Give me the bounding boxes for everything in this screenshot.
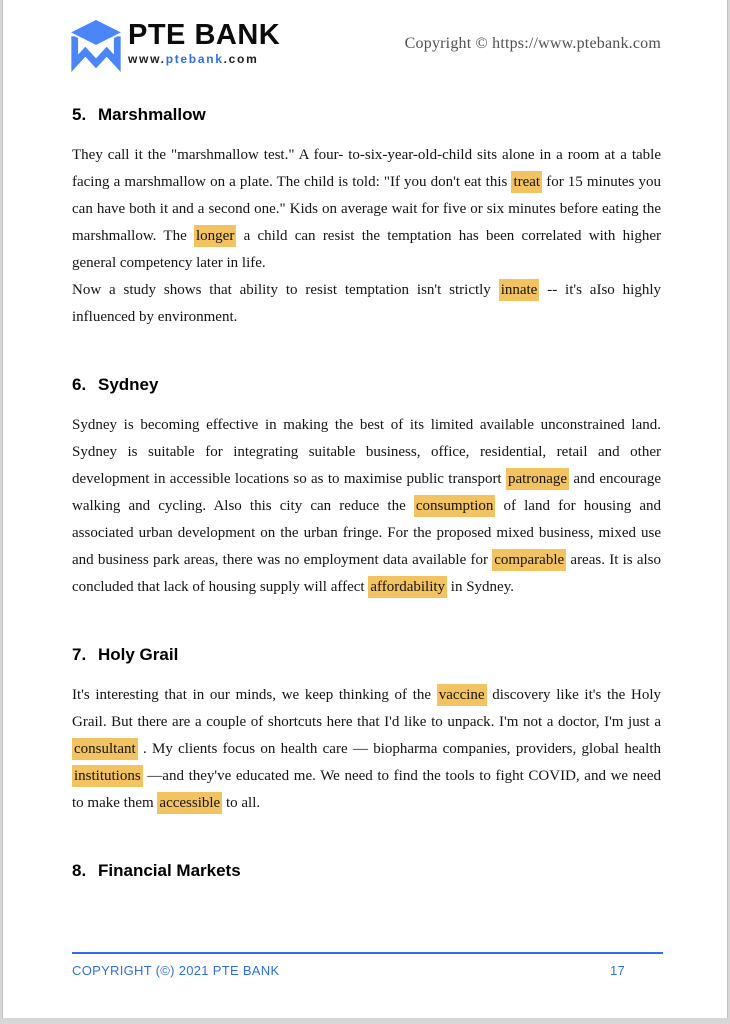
- section-number: 6.: [72, 375, 87, 394]
- section-number: 5.: [72, 105, 87, 124]
- paragraph: [72, 412, 661, 601]
- graduation-cap-icon: [67, 16, 125, 72]
- section-heading-sydney: [72, 375, 661, 395]
- site-name: ptebank: [165, 52, 224, 67]
- logo-text: [128, 21, 280, 66]
- page-footer: [72, 952, 663, 978]
- site-www: www.: [128, 52, 166, 67]
- section-heading-marshmallow: [72, 105, 661, 125]
- paragraph: [72, 277, 661, 331]
- document-page: [2, 0, 728, 1018]
- text-run: They call it the "marshmallow test." A four- to-six-year-old-child sits alone in a room at a table facing a marshmallow on a plate. The child is told: "If you don't eat this: [72, 147, 661, 190]
- text-run: areas. It is also concluded that lack of housing supply will affect: [72, 552, 661, 595]
- section-title: Financial Markets: [98, 861, 241, 880]
- highlighted-word: consultant: [72, 738, 138, 760]
- text-run: It's interesting that in our minds, we keep thinking of the: [72, 687, 437, 703]
- brand-website: [128, 52, 280, 66]
- paragraph: [72, 682, 661, 817]
- text-run: -- it's aIso highly influenced by environment.: [72, 282, 661, 325]
- site-tld: .com: [223, 52, 259, 67]
- highlighted-word: institutions: [72, 765, 143, 787]
- text-run: Sydney is becoming effective in making the best of its limited available unconstrained land. Sydney is suitable for integrating suitable business, office, residential, retail and other development in accessible locations so as to maximise public transport: [72, 417, 661, 487]
- highlighted-word: patronage: [506, 468, 569, 490]
- highlighted-word: longer: [194, 225, 236, 247]
- highlighted-word: comparable: [492, 549, 566, 571]
- text-run: discovery like it's the Holy Grail. But there are a couple of shortcuts here that I'd like to unpack. I'm not a doctor, I'm just a: [72, 687, 661, 730]
- text-run: in Sydney.: [447, 579, 514, 595]
- section-title: Holy Grail: [98, 645, 179, 664]
- text-run: —and they've educated me. We need to find the tools to fight COVID, and we need to make them: [72, 768, 661, 811]
- brand-name: PTE BANK: [128, 19, 281, 52]
- section-title: Sydney: [98, 375, 159, 394]
- highlighted-word: affordability: [368, 576, 447, 598]
- highlighted-word: accessible: [157, 792, 222, 814]
- highlighted-word: innate: [499, 279, 540, 301]
- highlighted-word: vaccine: [437, 684, 487, 706]
- footer-row: [72, 954, 663, 978]
- text-run: Now a study shows that ability to resist temptation isn't strictly: [72, 282, 499, 298]
- text-run: of land for housing and associated urban development on the urban fringe. For the proposed mixed business, mixed use and business park areas, there was no employment data available for: [72, 498, 661, 568]
- section-number: 8.: [72, 861, 87, 880]
- section-heading-holy-grail: [72, 645, 661, 665]
- section-number: 7.: [72, 645, 87, 664]
- page-number: 17: [609, 963, 625, 978]
- text-run: for 15 minutes you can have both it and a second one." Kids on average wait for five or six minutes before eating the marshmallow. The: [72, 174, 661, 244]
- highlighted-word: consumption: [414, 495, 496, 517]
- paragraph: [72, 142, 661, 277]
- section-title: Marshmallow: [98, 105, 206, 124]
- header-copyright: Copyright © https://www.ptebank.com: [404, 35, 661, 52]
- footer-copyright: COPYRIGHT (©) 2021 PTE BANK: [72, 963, 280, 978]
- document-body: [3, 105, 727, 881]
- text-run: . My clients focus on health care — biopharma companies, providers, global health: [137, 741, 661, 757]
- pte-bank-logo: [67, 16, 280, 72]
- text-run: a child can resist the temptation has been correlated with higher general competency later in life.: [72, 228, 661, 271]
- section-heading-financial-markets: [72, 861, 661, 881]
- text-run: and encourage walking and cycling. Also this city can reduce the: [72, 471, 661, 514]
- highlighted-word: treat: [511, 171, 542, 193]
- page-header: [3, 0, 727, 72]
- text-run: to all.: [222, 795, 261, 811]
